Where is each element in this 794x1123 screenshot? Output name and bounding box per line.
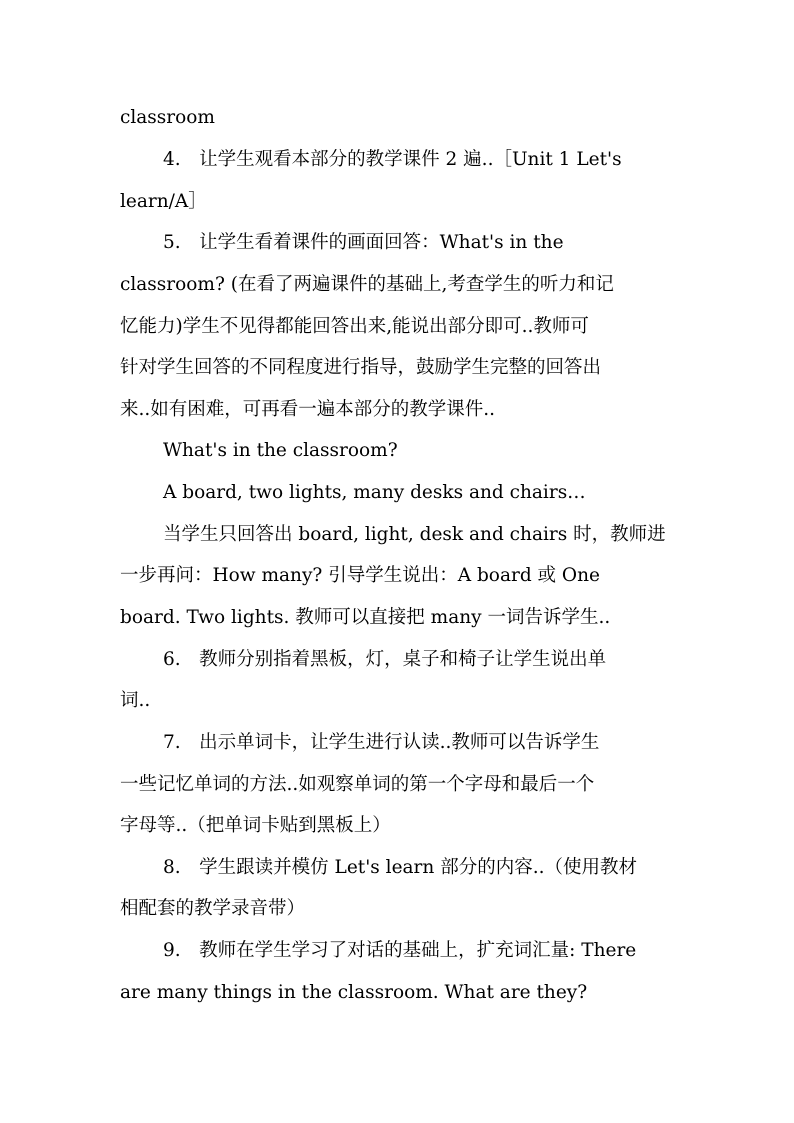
step-5-line: 5. 让学生看着课件的画面回答：What's in the <box>163 232 564 253</box>
text-line: classroom <box>120 107 215 128</box>
text-line: learn/A］ <box>120 191 207 212</box>
text-line: 词.. <box>120 690 151 711</box>
text-line: 一些记忆单词的方法..如观察单词的第一个字母和最后一个 <box>120 774 595 795</box>
text-line: 来..如有困难，可再看一遍本部分的教学课件.. <box>120 399 496 420</box>
step-4-line: 4. 让学生观看本部分的教学课件 2 遍..［Unit 1 Let's <box>163 149 622 170</box>
text-line: board. Two lights. 教师可以直接把 many 一词告诉学生.. <box>120 607 611 628</box>
text-line: 一步再问：How many? 引导学生说出：A board 或 One <box>120 565 600 586</box>
text-line: 忆能力)学生不见得都能回答出来,能说出部分即可..教师可 <box>120 316 589 337</box>
step-9-line: 9. 教师在学生学习了对话的基础上，扩充词汇量: There <box>163 940 637 961</box>
text-line: 针对学生回答的不同程度进行指导，鼓励学生完整的回答出 <box>120 357 602 378</box>
text-line: 字母等..（把单词卡贴到黑板上） <box>120 815 391 836</box>
text-line: are many things in the classroom. What are they? <box>120 982 588 1003</box>
text-line: 相配套的教学录音带） <box>120 898 306 919</box>
step-7-line: 7. 出示单词卡，让学生进行认读..教师可以告诉学生 <box>163 732 600 753</box>
text-line: classroom? (在看了两遍课件的基础上,考查学生的听力和记 <box>120 274 614 295</box>
question-line: What's in the classroom? <box>163 440 398 461</box>
answer-line: A board, two lights, many desks and chairs… <box>163 482 586 503</box>
step-6-line: 6. 教师分别指着黑板，灯，桌子和椅子让学生说出单 <box>163 649 607 670</box>
text-line: 当学生只回答出 board, light, desk and chairs 时，教师进 <box>163 524 666 545</box>
step-8-line: 8. 学生跟读并模仿 Let's learn 部分的内容..（使用教材 <box>163 857 637 878</box>
